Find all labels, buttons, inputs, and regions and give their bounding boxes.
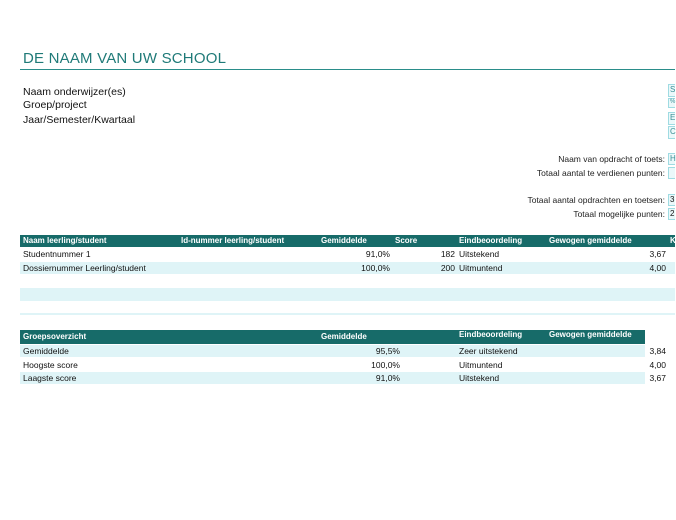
col-weighted-average[interactable]: Gewogen gemiddelde xyxy=(549,236,632,245)
col-student-id[interactable]: Id-nummer leerling/student xyxy=(181,236,285,245)
student-name[interactable]: Dossiernummer Leerling/student xyxy=(23,263,146,273)
teacher-name[interactable]: Naam onderwijzer(es) xyxy=(23,86,126,98)
col-average[interactable]: Gemiddelde xyxy=(321,236,367,245)
col-summary-average[interactable]: Gemiddelde xyxy=(321,332,367,341)
side-cell-1[interactable]: S xyxy=(668,84,675,97)
col-summary-weighted[interactable]: Gewogen gemiddelde xyxy=(549,330,632,339)
col-k[interactable]: K xyxy=(670,236,676,245)
col-score[interactable]: Score xyxy=(395,236,418,245)
student-grade[interactable]: Uitstekend xyxy=(459,249,500,259)
table-row[interactable] xyxy=(20,262,675,274)
title-divider xyxy=(20,69,675,70)
col-student-name[interactable]: Naam leerling/student xyxy=(23,236,107,245)
side-cell-3[interactable]: E xyxy=(668,112,675,125)
summary-label: Laagste score xyxy=(23,373,77,383)
possible-points-value[interactable]: 2 xyxy=(670,209,675,218)
summary-average[interactable]: 95,5% xyxy=(375,346,400,356)
student-name[interactable]: Studentnummer 1 xyxy=(23,249,91,259)
summary-row-average[interactable] xyxy=(20,345,666,357)
side-cell-4[interactable]: C xyxy=(668,126,675,139)
student-weighted[interactable]: 4,00 xyxy=(649,263,666,273)
points-earned-label: Totaal aantal te verdienen punten: xyxy=(536,168,665,178)
group-project[interactable]: Groep/project xyxy=(23,99,87,111)
assignment-name-label: Naam van opdracht of toets: xyxy=(558,154,665,164)
summary-grade[interactable]: Uitmuntend xyxy=(459,360,503,370)
col-final-grade[interactable]: Eindbeoordeling xyxy=(459,236,523,245)
student-weighted[interactable]: 3,67 xyxy=(649,249,666,259)
year-semester-quarter[interactable]: Jaar/Semester/Kwartaal xyxy=(23,114,136,126)
col-summary-grade[interactable]: Eindbeoordeling xyxy=(459,330,523,339)
assignment-name-input[interactable]: H xyxy=(670,154,676,163)
student-average[interactable]: 91,0% xyxy=(365,249,390,259)
student-grade[interactable]: Uitmuntend xyxy=(459,263,503,273)
student-average[interactable]: 100,0% xyxy=(361,263,390,273)
page-title: DE NAAM VAN UW SCHOOL xyxy=(23,50,227,67)
summary-row-lowest[interactable] xyxy=(20,372,666,384)
assignment-count-label: Totaal aantal opdrachten en toetsen: xyxy=(527,195,665,205)
summary-weighted[interactable]: 4,00 xyxy=(649,360,666,370)
points-earned-input[interactable] xyxy=(668,167,675,179)
summary-grade[interactable]: Zeer uitstekend xyxy=(459,346,518,356)
summary-weighted[interactable]: 3,84 xyxy=(649,346,666,356)
summary-table-header xyxy=(20,330,645,344)
table-bottom-band xyxy=(20,313,675,315)
col-group-overview[interactable]: Groepsoverzicht xyxy=(23,332,87,341)
summary-label: Gemiddelde xyxy=(23,346,69,356)
student-score[interactable]: 182 xyxy=(440,249,455,259)
summary-average[interactable]: 100,0% xyxy=(371,360,400,370)
side-cell-2[interactable]: % xyxy=(668,98,675,108)
empty-row[interactable] xyxy=(20,288,675,301)
possible-points-label: Totaal mogelijke punten: xyxy=(573,209,665,219)
assignment-count-value[interactable]: 3 xyxy=(670,195,675,204)
summary-weighted[interactable]: 3,67 xyxy=(649,373,666,383)
summary-row-highest[interactable] xyxy=(20,359,666,371)
student-score[interactable]: 200 xyxy=(440,263,455,273)
summary-label: Hoogste score xyxy=(23,360,78,370)
summary-grade[interactable]: Uitstekend xyxy=(459,373,500,383)
table-row[interactable] xyxy=(20,248,675,260)
summary-average[interactable]: 91,0% xyxy=(375,373,400,383)
students-table-header xyxy=(20,235,675,247)
